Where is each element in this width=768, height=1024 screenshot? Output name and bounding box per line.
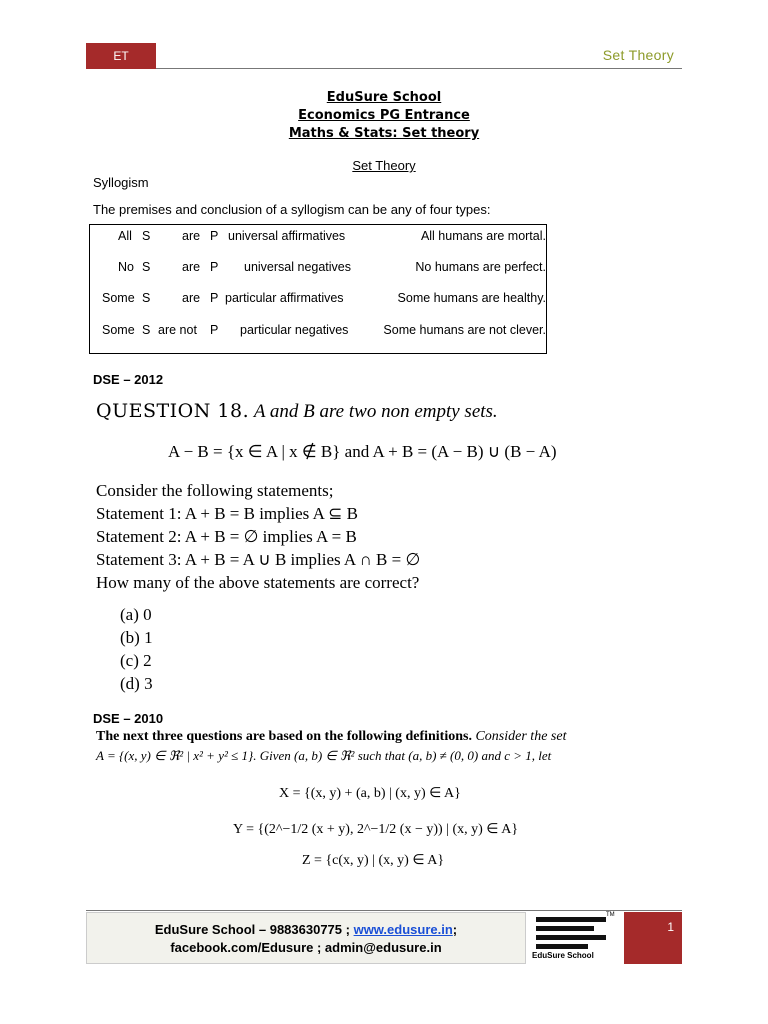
option-b: (b) 1	[120, 628, 153, 647]
definitions-intro: The next three questions are based on the following definitions. Consider the set	[96, 729, 567, 744]
statement-2: Statement 2: A + B = ∅ implies A = B	[96, 527, 357, 546]
set-x-definition: X = {(x, y) + (a, b) | (x, y) ∈ A}	[279, 786, 461, 801]
question-ask: How many of the above statements are correct?	[96, 573, 420, 592]
table-row: All S are P universal affirmatives All humans are mortal.	[118, 229, 546, 243]
section-title: Set Theory	[352, 158, 416, 173]
option-d: (d) 3	[120, 674, 153, 693]
set-definition: A − B = {x ∈ A | x ∉ B} and A + B = (A − B) ∪ (B − A)	[168, 442, 557, 461]
syllogism-intro: The premises and conclusion of a syllogism can be any of four types:	[93, 202, 491, 217]
header-tag: ET	[86, 43, 156, 69]
doc-title-school: EduSure School	[326, 90, 442, 105]
question-18: QUESTION 18. A and B are two non empty sets.	[96, 400, 498, 422]
table-row: Some S are not P particular negatives Some humans are not clever.	[102, 323, 546, 337]
page-number: 1	[624, 912, 682, 964]
statement-1: Statement 1: A + B = B implies A ⊆ B	[96, 504, 358, 523]
edusure-logo	[530, 912, 624, 964]
doc-title-topic: Maths & Stats: Set theory	[288, 126, 480, 141]
doc-title-exam: Economics PG Entrance	[298, 108, 470, 123]
option-a: (a) 0	[120, 605, 152, 624]
dse-2012-label: DSE – 2012	[93, 372, 164, 387]
dse-2010-label: DSE – 2010	[93, 711, 164, 726]
header-section-title: Set Theory	[602, 47, 674, 63]
statement-3: Statement 3: A + B = A ∪ B implies A ∩ B = ∅	[96, 550, 421, 569]
syllogism-table	[89, 224, 547, 354]
syllogism-heading: Syllogism	[93, 175, 149, 190]
website-link[interactable]: www.edusure.in	[353, 922, 453, 937]
footer-divider	[86, 910, 682, 911]
table-row: Some S are P particular affirmatives Some humans are healthy.	[102, 291, 546, 305]
footer-contact: EduSure School – 9883630775 ; www.edusure.in; facebook.com/Edusure ; admin@edusure.in	[86, 912, 526, 964]
consider-text: Consider the following statements;	[96, 481, 334, 500]
option-c: (c) 2	[120, 651, 152, 670]
trademark: TM	[606, 912, 615, 918]
logo-text: EduSure School	[532, 951, 594, 960]
set-z-definition: Z = {c(x, y) | (x, y) ∈ A}	[302, 853, 445, 868]
table-row: No S are P universal negatives No humans are perfect.	[118, 260, 546, 274]
set-a-definition: A = {(x, y) ∈ ℜ² | x² + y² ≤ 1}. Given (a, b) ∈ ℜ² such that (a, b) ≠ (0, 0) and c > 1, let	[96, 748, 552, 763]
header-divider	[156, 68, 682, 69]
set-y-definition: Y = {(2^−1/2 (x + y), 2^−1/2 (x − y)) | (x, y) ∈ A}	[233, 822, 519, 837]
